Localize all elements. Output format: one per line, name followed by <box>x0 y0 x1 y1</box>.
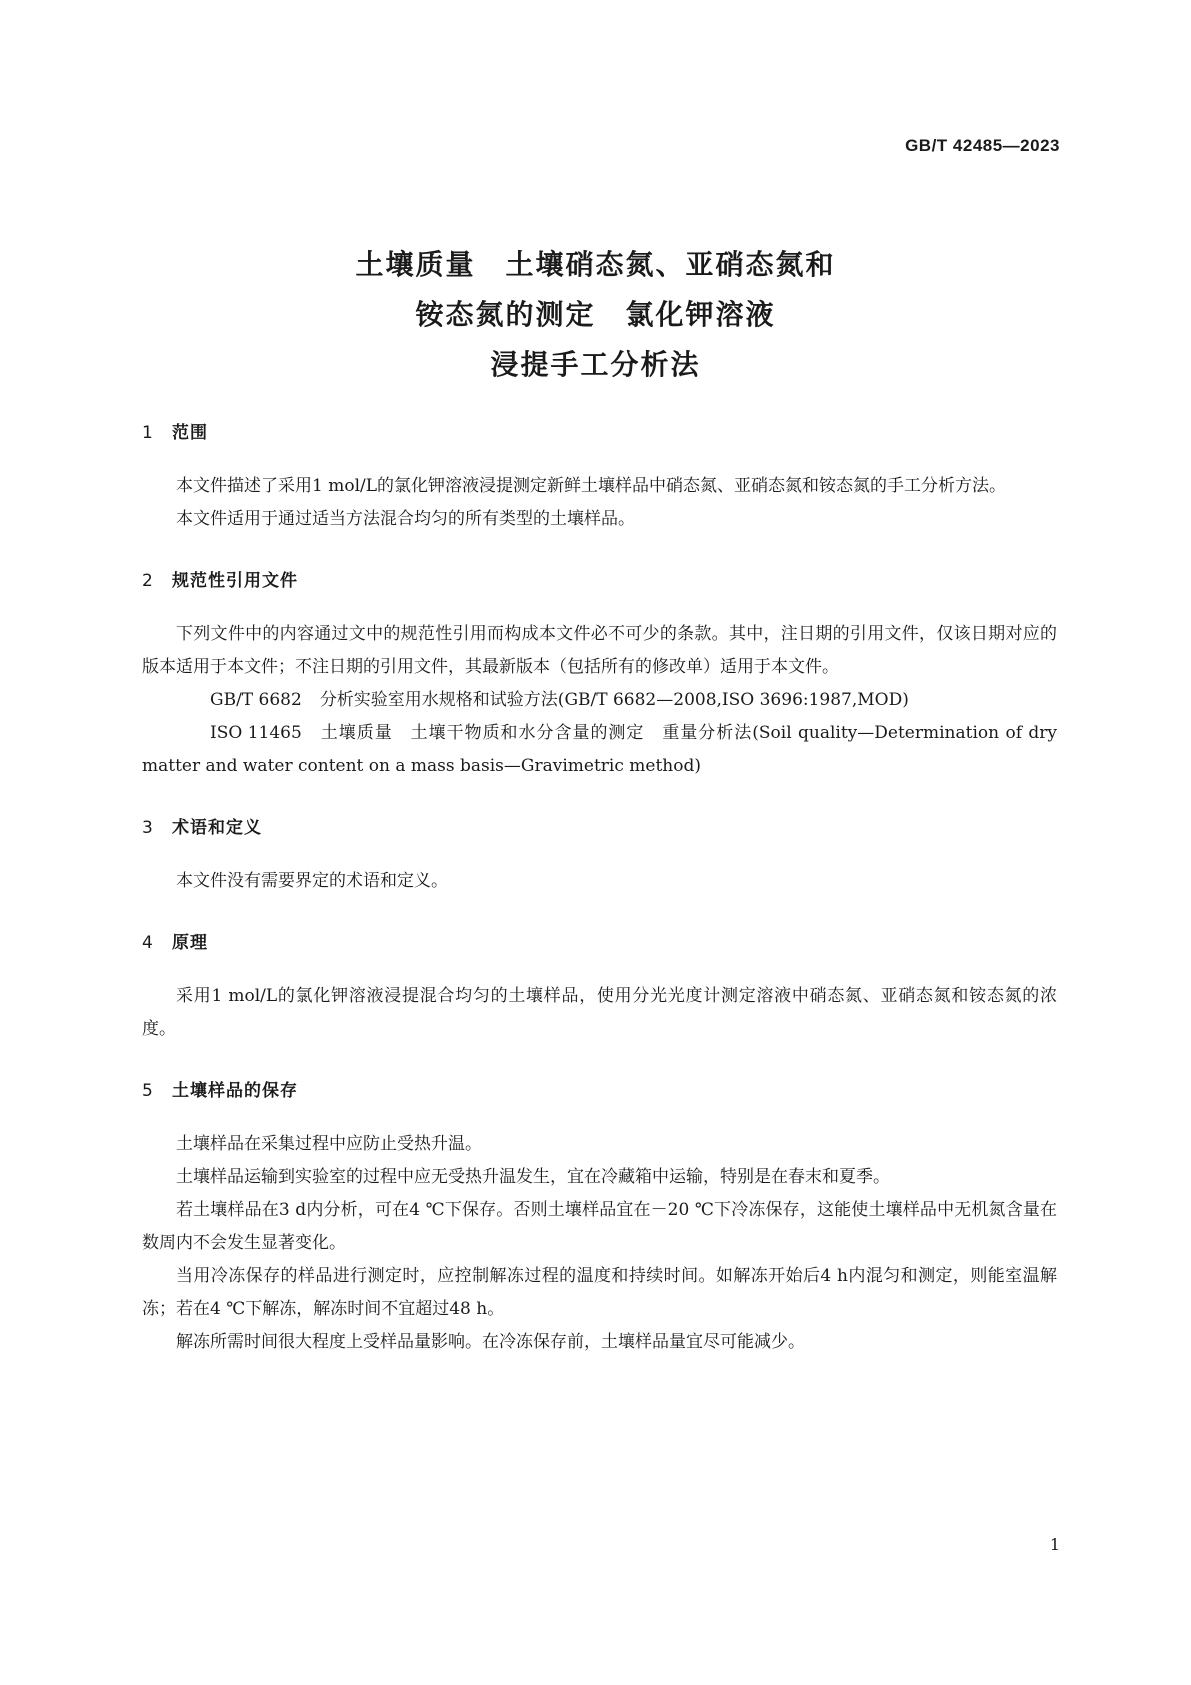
paragraph: 本文件描述了采用1 mol/L的氯化钾溶液浸提测定新鲜土壤样品中硝态氮、亚硝态氮和铵态氮的手工分析方法。 <box>176 476 1007 496</box>
reference-text: 土壤质量 土壤干物质和水分含量的测定 重量分析法(Soil quality—Determination of dry matter and water content on a mass basis—Gravimetric method) <box>142 723 1057 776</box>
section-title: 范围 <box>172 423 208 443</box>
section-number: 5 <box>142 1081 154 1101</box>
reference-item <box>142 684 1057 717</box>
paragraph: 当用冷冻保存的样品进行测定时，应控制解冻过程的温度和持续时间。如解冻开始后4 h内混匀和测定，则能室温解冻；若在4 ℃下解冻，解冻时间不宜超过48 h。 <box>142 1266 1057 1319</box>
title-line-2: 铵态氮的测定 氯化钾溶液 <box>415 298 776 331</box>
section-title: 土壤样品的保存 <box>172 1081 298 1101</box>
section-title: 原理 <box>172 933 208 953</box>
section-number: 1 <box>142 423 154 443</box>
reference-text: 分析实验室用水规格和试验方法(GB/T 6682—2008,ISO 3696:1987,MOD) <box>319 690 909 710</box>
section-title: 规范性引用文件 <box>172 571 298 591</box>
section-number: 2 <box>142 571 154 591</box>
document-title <box>0 240 1191 390</box>
standard-code: GB/T 42485—2023 <box>905 136 1060 155</box>
paragraph: 本文件没有需要界定的术语和定义。 <box>176 871 448 891</box>
paragraph: 解冻所需时间很大程度上受样品量影响。在冷冻保存前，土壤样品量宜尽可能减少。 <box>176 1332 805 1352</box>
section-heading <box>142 930 1057 956</box>
paragraph: 下列文件中的内容通过文中的规范性引用而构成本文件必不可少的条款。其中，注日期的引用文件，仅该日期对应的版本适用于本文件；不注日期的引用文件，其最新版本（包括所有的修改单）适用于本文件。 <box>142 624 1057 677</box>
page-number: 1 <box>1049 1535 1060 1554</box>
title-line-3: 浸提手工分析法 <box>490 348 701 381</box>
paragraph: 本文件适用于通过适当方法混合均匀的所有类型的土壤样品。 <box>176 509 635 529</box>
paragraph: 土壤样品运输到实验室的过程中应无受热升温发生，宜在冷藏箱中运输，特别是在春末和夏季。 <box>176 1167 890 1187</box>
paragraph: 土壤样品在采集过程中应防止受热升温。 <box>176 1134 482 1154</box>
section-title: 术语和定义 <box>172 818 262 838</box>
section-heading <box>142 420 1057 446</box>
title-line-1: 土壤质量 土壤硝态氮、亚硝态氮和 <box>355 248 836 281</box>
paragraph: 若土壤样品在3 d内分析，可在4 ℃下保存。否则土壤样品宜在－20 ℃下冷冻保存，这能使土壤样品中无机氮含量在数周内不会发生显著变化。 <box>142 1200 1057 1253</box>
section-number: 4 <box>142 933 154 953</box>
reference-code: GB/T 6682 <box>210 690 302 710</box>
section-heading <box>142 1078 1057 1104</box>
section-heading <box>142 815 1057 841</box>
document-body <box>142 420 1057 1359</box>
reference-item <box>142 717 1057 783</box>
section-heading <box>142 568 1057 594</box>
reference-code: ISO 11465 <box>210 723 302 743</box>
section-number: 3 <box>142 818 154 838</box>
paragraph: 采用1 mol/L的氯化钾溶液浸提混合均匀的土壤样品，使用分光光度计测定溶液中硝态氮、亚硝态氮和铵态氮的浓度。 <box>142 986 1057 1039</box>
